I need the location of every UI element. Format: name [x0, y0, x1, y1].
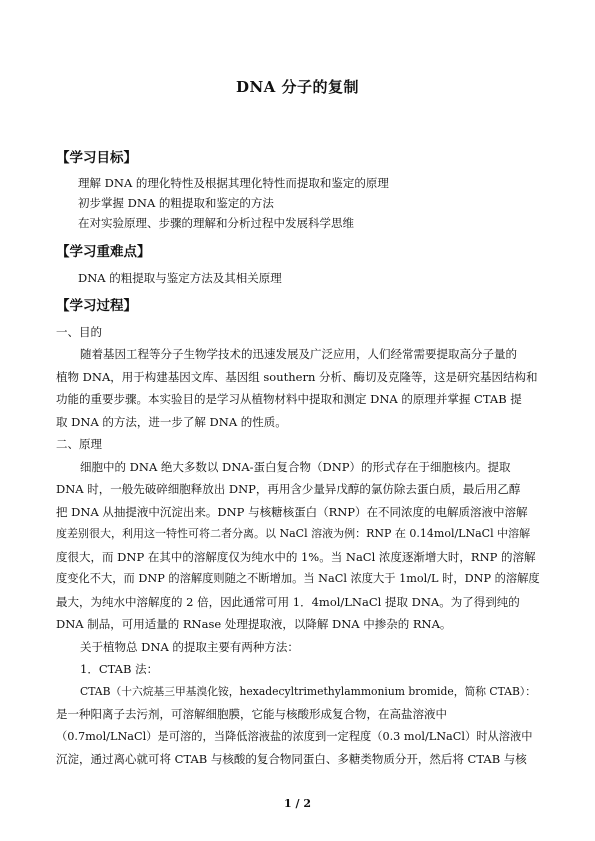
paragraph-line: 最大，为纯水中溶解度的 2 倍，因此通常可用 1．4mol/LNaCl 提取 DNA。为了得到纯的 [56, 595, 520, 609]
paragraph-line: CTAB（十六烷基三甲基溴化铵，hexadecyltrimethylammonium bromide，简称 CTAB）： [80, 685, 537, 698]
paragraph-line: 随着基因工程等分子生物学技术的迅速发展及广泛应用，人们经常需要提取高分子量的 [80, 347, 517, 361]
paragraph-line: DNA 制品，可用适量的 RNase 处理提取液，以降解 DNA 中掺杂的 RNA。 [56, 617, 452, 631]
paragraph-line: 功能的重要步骤。本实验目的是学习从植物材料中提取和测定 DNA 的原理并掌握 CTAB 提 [56, 392, 522, 406]
paragraph-line: 度差别很大，利用这一特性可将二者分离。以 NaCl 溶液为例：RNP 在 0.14mol/LNaCl 中溶解 [56, 527, 531, 540]
page-title: DNA 分子的复制 [235, 78, 360, 96]
paragraph-line: （0.7mol/LNaCl）是可溶的，当降低溶液盐的浓度到一定程度（0.3 mol/LNaCl）时从溶液中 [56, 730, 533, 743]
paragraph-line: DNA 时，一般先破碎细胞释放出 DNP，再用含少量异戊醇的氯仿除去蛋白质，最后用乙醇 [56, 482, 521, 496]
page-number: 1 / 2 [284, 797, 311, 810]
paragraph-line: 植物 DNA，用于构建基因文库、基因组 southern 分析、酶切及克隆等，这是研究基因结构和 [56, 370, 538, 384]
paragraph-line: 度很大，而 DNP 在其中的溶解度仅为纯水中的 1%。当 NaCl 浓度逐渐增大时，RNP 的溶解 [56, 550, 536, 564]
objectives-heading: 【学习目标】 [56, 150, 137, 166]
objective-item: 初步掌握 DNA 的粗提取和鉴定的方法 [78, 196, 274, 210]
objective-item: 理解 DNA 的理化特性及根据其理化特性而提取和鉴定的原理 [78, 176, 389, 190]
paragraph-line: 细胞中的 DNA 绝大多数以 DNA-蛋白复合物（DNP）的形式存在于细胞核内。提取 [80, 460, 511, 474]
paragraph-line: 关于植物总 DNA 的提取主要有两种方法： [80, 640, 299, 654]
objective-item: 在对实验原理、步骤的理解和分析过程中发展科学思维 [78, 216, 354, 230]
paragraph-line: 沉淀，通过离心就可将 CTAB 与核酸的复合物同蛋白、多糖类物质分开，然后将 CTAB 与核 [56, 752, 527, 766]
paragraph-line: 取 DNA 的方法，进一步了解 DNA 的性质。 [56, 415, 287, 429]
purpose-heading: 一、目的 [56, 325, 102, 339]
key-point-item: DNA 的粗提取与鉴定方法及其相关原理 [78, 271, 282, 285]
paragraph-line: 度变化不大，而 DNP 的溶解度则随之不断增加。当 NaCl 浓度大于 1mol/L 时，DNP 的溶解度 [56, 572, 540, 585]
method-heading: 1．CTAB 法： [80, 662, 159, 676]
principle-heading: 二、原理 [56, 437, 102, 451]
process-heading: 【学习过程】 [56, 298, 137, 314]
paragraph-line: 把 DNA 从抽提液中沉淀出来。DNP 与核糖核蛋白（RNP）在不同浓度的电解质溶液中溶解 [56, 505, 528, 519]
paragraph-line: 是一种阳离子去污剂，可溶解细胞膜，它能与核酸形成复合物，在高盐溶液中 [56, 707, 447, 721]
key-points-heading: 【学习重难点】 [56, 244, 151, 260]
